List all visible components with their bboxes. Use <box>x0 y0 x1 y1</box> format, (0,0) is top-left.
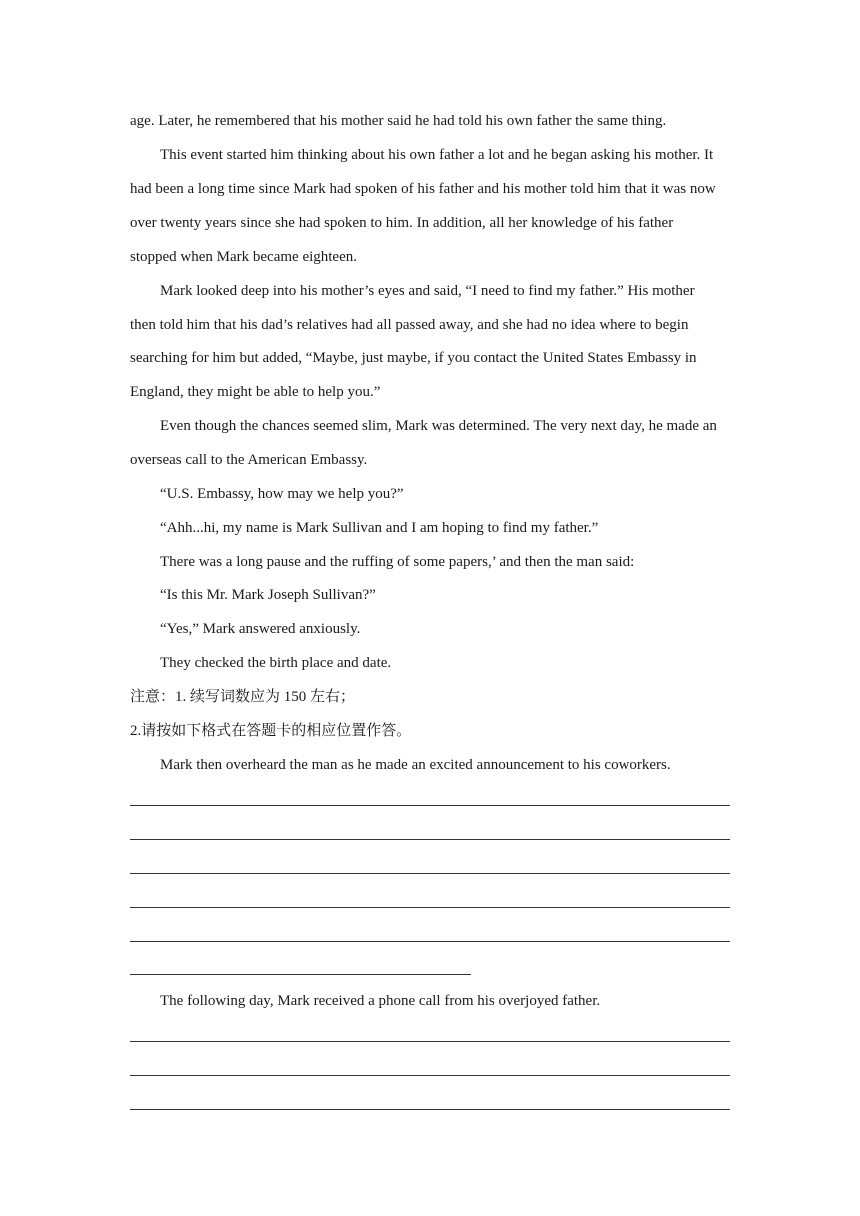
story-line: searching for him but added, “Maybe, just maybe, if you contact the United States Embassy in <box>130 350 697 366</box>
answer-line[interactable] <box>130 1109 730 1110</box>
dialogue-line: “Ahh...hi, my name is Mark Sullivan and I am hoping to find my father.” <box>160 520 599 536</box>
dialogue-line: There was a long pause and the ruffing of some papers,’ and then the man said: <box>160 554 635 570</box>
dialogue-line: “Is this Mr. Mark Joseph Sullivan?” <box>160 587 376 603</box>
note-answer-format: 2.请按如下格式在答题卡的相应位置作答。 <box>130 723 412 739</box>
story-line: Mark looked deep into his mother’s eyes and said, “I need to find my father.” His mother <box>160 283 695 299</box>
story-line: Even though the chances seemed slim, Mark was determined. The very next day, he made an <box>160 418 717 434</box>
answer-line[interactable] <box>130 805 730 806</box>
story-line: overseas call to the American Embassy. <box>130 452 368 468</box>
answer-line[interactable] <box>130 1075 730 1076</box>
story-line: This event started him thinking about his own father a lot and he began asking his mother. It <box>160 147 714 163</box>
answer-line[interactable] <box>130 839 730 840</box>
story-line: had been a long time since Mark had spoken of his father and his mother told him that it was now <box>130 181 716 197</box>
continuation-prompt-2: The following day, Mark received a phone call from his overjoyed father. <box>160 993 601 1009</box>
answer-line[interactable] <box>130 1041 730 1042</box>
continuation-prompt-1: Mark then overheard the man as he made an excited announcement to his coworkers. <box>160 757 671 773</box>
dialogue-line: They checked the birth place and date. <box>160 655 392 671</box>
story-line: England, they might be able to help you.” <box>130 384 381 400</box>
story-line: then told him that his dad’s relatives had all passed away, and she had no idea where to begin <box>130 317 689 333</box>
note-word-count: 注意：1. 续写词数应为 150 左右； <box>130 689 356 705</box>
story-line: over twenty years since she had spoken to him. In addition, all her knowledge of his father <box>130 215 674 231</box>
answer-line[interactable] <box>130 907 730 908</box>
story-line: stopped when Mark became eighteen. <box>130 249 357 265</box>
answer-line[interactable] <box>130 974 471 975</box>
dialogue-line: “Yes,” Mark answered anxiously. <box>160 621 361 637</box>
dialogue-line: “U.S. Embassy, how may we help you?” <box>160 486 404 502</box>
story-line: age. Later, he remembered that his mother said he had told his own father the same thing. <box>130 113 667 129</box>
answer-line[interactable] <box>130 873 730 874</box>
answer-line[interactable] <box>130 941 730 942</box>
